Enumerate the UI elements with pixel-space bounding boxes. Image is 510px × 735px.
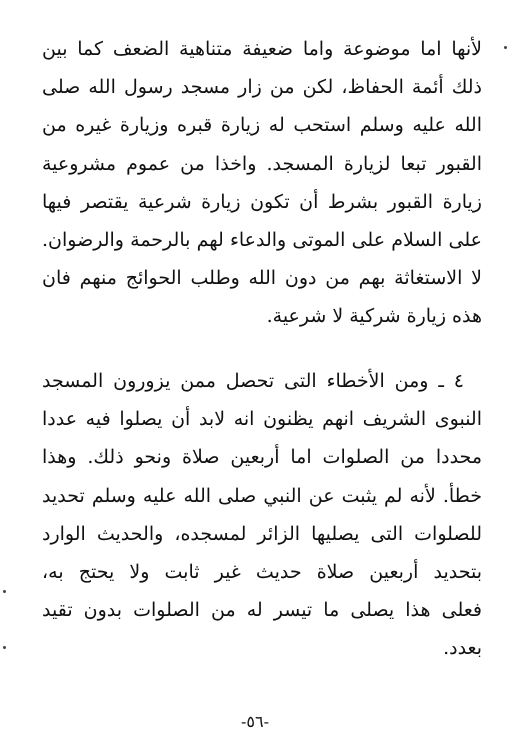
text-line: القبور تبعا لزيارة المسجد. واخذا من عموم مشروعية <box>42 152 482 175</box>
text-line: للصلوات التى يصليها الزائر لمسجده، والحديث الوارد <box>42 522 482 545</box>
scan-speck <box>3 590 6 593</box>
text-line: محددا من الصلوات اما أربعين صلاة ونحو ذلك. وهذا <box>42 446 482 469</box>
page-number: -٥٦- <box>241 712 269 731</box>
text-line: لأنها اما موضوعة واما ضعيفة متناهية الضعف كما بين <box>42 38 482 60</box>
text-line: ٤ ـ ومن الأخطاء التى تحصل ممن يزورون المسجد <box>42 370 464 392</box>
text-line: خطأ. لأنه لم يثبت عن النبي صلى الله عليه وسلم تحديد <box>42 484 482 507</box>
text-line: على السلام على الموتى والدعاء لهم بالرحمة والرضوان. <box>42 228 482 251</box>
text-line: هذه زيارة شركية لا شرعية. <box>266 305 482 328</box>
text-line: لا الاستغاثة بهم من دون الله وطلب الحوائج منهم فان <box>42 267 482 290</box>
paragraph-2 <box>42 362 482 668</box>
paragraph-1 <box>42 30 482 336</box>
text-line: فعلى هذا يصلى ما تيسر له من الصلوات بدون تقيد <box>42 599 482 622</box>
scan-speck <box>3 646 6 649</box>
text-line: زيارة القبور بشرط أن تكون زيارة شرعية يقتصر فيها <box>42 190 482 213</box>
text-line: بعدد. <box>443 637 482 660</box>
scan-speck <box>504 46 507 49</box>
text-line: ذلك أئمة الحفاظ، لكن من زار مسجد رسول الله صلى <box>42 76 482 99</box>
text-line: بتحديد أربعين صلاة حديث غير ثابت ولا يحتج به، <box>42 560 482 583</box>
text-line: الله عليه وسلم استحب له زيارة قبره وزيارة غيره من <box>42 114 482 137</box>
text-line: النبوى الشريف انهم يظنون انه لابد أن يصلوا فيه عددا <box>42 408 482 431</box>
